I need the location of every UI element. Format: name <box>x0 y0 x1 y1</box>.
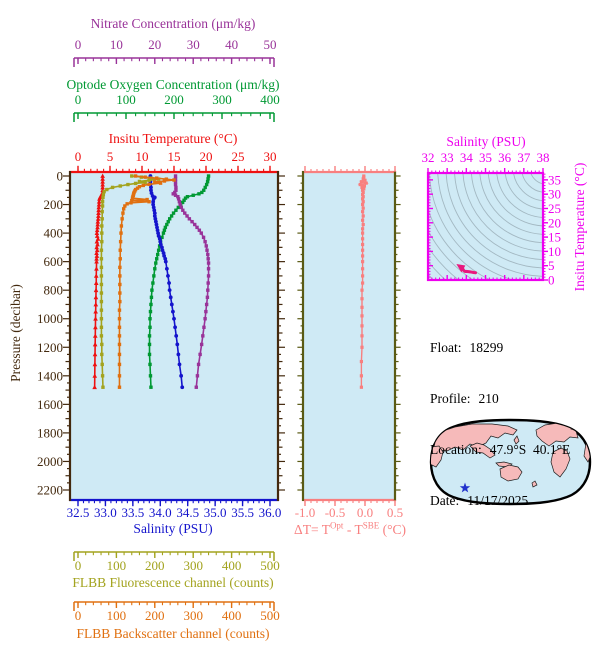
tick-label: 0 <box>74 37 82 52</box>
date-value: 11/17/2025 <box>467 493 529 508</box>
temperature-axis <box>75 149 277 172</box>
tick-label: 500 <box>260 558 280 573</box>
tick-label: 40 <box>225 37 239 52</box>
tick-label: 36 <box>498 150 512 165</box>
tick-label: 0 <box>74 608 82 623</box>
tick-label: 200 <box>145 608 165 623</box>
tick-label: 32.5 <box>66 505 90 520</box>
tick-label: 800 <box>43 282 63 298</box>
tick-label: 100 <box>106 608 127 623</box>
tick-label: 600 <box>43 254 63 270</box>
tick-label: -1.0 <box>294 505 316 520</box>
tick-label: 35.5 <box>231 505 254 520</box>
tick-label: 33.0 <box>94 505 117 520</box>
tick-label: 10 <box>109 37 123 52</box>
tick-label: 15 <box>167 149 181 164</box>
tick-label: 35.0 <box>203 505 227 520</box>
tick-label: 0 <box>548 272 555 288</box>
float-info-line <box>430 492 570 509</box>
delta-t-axis-title <box>294 522 406 538</box>
tick-label: 30 <box>263 149 277 164</box>
profile-value: 210 <box>478 391 499 406</box>
oxygen-axis <box>74 92 280 122</box>
tick-label: 300 <box>183 608 203 623</box>
tick-label: -0.5 <box>324 505 346 520</box>
temperature-axis-title: Insitu Temperature (°C) <box>108 131 238 146</box>
tick-label: 500 <box>260 608 280 623</box>
tick-label: 0 <box>74 92 82 107</box>
tick-label: 30 <box>548 186 561 202</box>
fluorescence-axis-title: FLBB Fluorescence channel (counts) <box>72 575 274 590</box>
profile-label: Profile: <box>430 391 471 406</box>
tick-label: 10 <box>135 149 149 164</box>
tick-label: 300 <box>212 92 232 107</box>
tick-label: 400 <box>260 92 280 107</box>
delta-t-title-pre: ΔT= T <box>294 522 330 537</box>
tick-label: 5 <box>548 258 555 274</box>
tick-label: 20 <box>548 215 561 231</box>
delta-t-title-sup2: SBE <box>362 520 380 531</box>
ts-temperature-title: Insitu Temperature (°C) <box>572 162 587 292</box>
tick-label: 50 <box>263 37 277 52</box>
float-label: Float: <box>430 340 462 355</box>
tick-label: 32 <box>421 150 435 165</box>
pressure-axis-title: Pressure (decibar) <box>8 284 23 382</box>
tick-label: 5 <box>106 149 114 164</box>
tick-label: 200 <box>145 558 165 573</box>
delta-t-title-sup1: Opt <box>329 520 344 531</box>
location-value: 47.9°S 40.1°E <box>489 442 571 457</box>
tick-label: 20 <box>199 149 213 164</box>
tick-label: 0.5 <box>386 505 404 520</box>
tick-label: 400 <box>221 608 242 623</box>
tick-label: 0.0 <box>356 505 374 520</box>
salinity-axis-title: Salinity (PSU) <box>133 521 213 536</box>
tick-label: 2000 <box>37 453 63 469</box>
tick-label: 100 <box>116 92 136 107</box>
tick-label: 1400 <box>37 368 63 384</box>
backscatter-axis-title: FLBB Backscatter channel (counts) <box>76 626 270 641</box>
tick-label: 34.5 <box>176 505 200 520</box>
tick-label: 0 <box>74 558 82 573</box>
tick-label: 1000 <box>37 311 63 327</box>
tick-label: 400 <box>43 225 63 241</box>
tick-label: 25 <box>548 200 561 216</box>
location-label: Location: <box>430 442 482 457</box>
tick-label: 35 <box>548 172 561 188</box>
date-label: Date: <box>430 493 460 508</box>
tick-label: 20 <box>148 37 162 52</box>
tick-label: 15 <box>548 229 561 245</box>
float-info-line <box>430 390 570 407</box>
backscatter-axis <box>74 602 280 623</box>
tick-label: 300 <box>183 558 203 573</box>
nitrate-axis-title: Nitrate Concentration (μm/kg) <box>90 16 256 31</box>
tick-label: 33 <box>440 150 454 165</box>
tick-label: 400 <box>221 558 242 573</box>
tick-label: 38 <box>536 150 550 165</box>
tick-label: 33.5 <box>121 505 145 520</box>
salinity-axis <box>67 500 282 520</box>
tick-label: 10 <box>548 243 561 259</box>
delta-t-title-mid: - T <box>343 522 363 537</box>
float-info-line <box>430 339 570 356</box>
delta-t-title-post: (°C) <box>379 522 406 537</box>
tick-label: 30 <box>186 37 200 52</box>
tick-label: 34.0 <box>148 505 172 520</box>
fluorescence-axis <box>74 552 280 573</box>
tick-label: 0 <box>74 149 82 164</box>
ts-salinity-title: Salinity (PSU) <box>446 134 526 149</box>
tick-label: 35 <box>479 150 492 165</box>
tick-label: 1200 <box>37 339 63 355</box>
tick-label: 1600 <box>37 396 63 412</box>
tick-label: 34 <box>459 150 473 165</box>
float-info-block <box>430 305 570 543</box>
tick-label: 200 <box>164 92 184 107</box>
tick-label: 1800 <box>37 425 63 441</box>
tick-label: 0 <box>56 168 63 184</box>
tick-label: 100 <box>106 558 127 573</box>
tick-label: 200 <box>43 197 63 213</box>
nitrate-axis <box>74 37 277 67</box>
tick-label: 36.0 <box>258 505 282 520</box>
oxygen-axis-title: Optode Oxygen Concentration (μm/kg) <box>66 77 280 92</box>
tick-label: 25 <box>231 149 245 164</box>
tick-label: 2200 <box>37 482 63 498</box>
tick-label: 37 <box>517 150 531 165</box>
float-info-line <box>430 441 570 458</box>
float-value: 18299 <box>469 340 504 355</box>
